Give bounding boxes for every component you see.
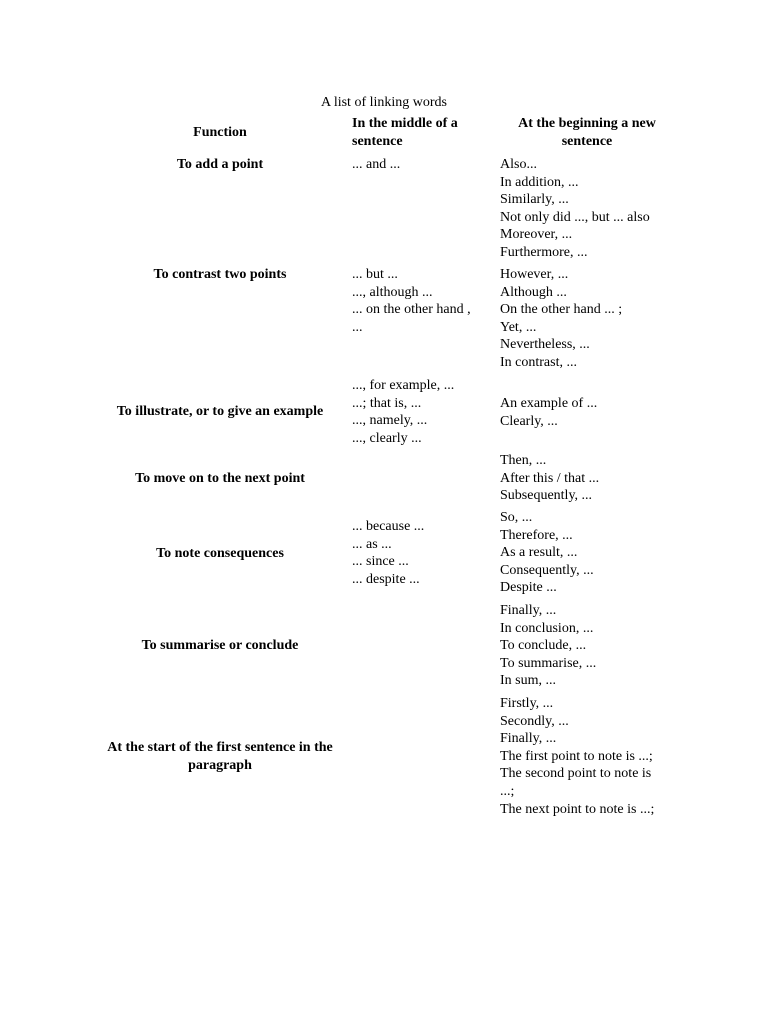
start-list-summarise xyxy=(500,602,680,690)
middle-item: ... as ... xyxy=(352,536,392,552)
start-item: The next point to note is ...; xyxy=(500,801,655,817)
function-consequences: To note consequences xyxy=(156,546,284,561)
start-item: In addition, ... xyxy=(500,174,579,190)
middle-item: ... since ... xyxy=(352,554,409,570)
middle-item: ..., although ... xyxy=(352,284,433,300)
start-item: Also... xyxy=(500,157,537,172)
start-item: The first point to note is ...; xyxy=(500,748,653,764)
header-beginning xyxy=(500,115,674,151)
start-list-paragraph-start xyxy=(500,695,680,818)
start-item: Firstly, ... xyxy=(500,696,554,711)
start-item: However, ... xyxy=(500,267,569,282)
start-item: Similarly, ... xyxy=(500,192,569,208)
middle-item: ..., namely, ... xyxy=(352,413,428,429)
start-item: In sum, ... xyxy=(500,673,556,689)
middle-list-contrast xyxy=(352,266,497,336)
start-item: Therefore, ... xyxy=(500,527,573,543)
start-item: Then, ... xyxy=(500,453,547,468)
header-middle xyxy=(352,115,492,151)
header-middle-line: In the middle of a xyxy=(352,116,458,131)
function-add-point: To add a point xyxy=(176,157,264,172)
start-item: Furthermore, ... xyxy=(500,244,588,260)
start-item: Consequently, ... xyxy=(500,562,594,578)
header-beginning-line: sentence xyxy=(561,134,613,149)
start-item: ...; xyxy=(500,783,515,799)
start-list-contrast xyxy=(500,266,680,372)
start-item: So, ... xyxy=(500,510,533,525)
header-middle-line: sentence xyxy=(352,134,403,149)
start-list-illustrate xyxy=(500,395,680,430)
start-item: Finally, ... xyxy=(500,731,557,747)
start-item: Not only did ..., but ... also xyxy=(500,209,650,225)
start-list-add-point xyxy=(500,156,680,262)
middle-item: ... because ... xyxy=(352,519,425,534)
function-paragraph-start xyxy=(80,739,360,775)
function-summarise: To summarise or conclude xyxy=(141,638,299,653)
start-item: Subsequently, ... xyxy=(500,488,593,504)
start-item: Despite ... xyxy=(500,580,557,596)
middle-item: ... xyxy=(352,319,363,335)
start-item: After this / that ... xyxy=(500,470,600,486)
function-contrast: To contrast two points xyxy=(153,267,287,282)
start-item: On the other hand ... ; xyxy=(500,302,623,318)
start-item: Moreover, ... xyxy=(500,227,573,243)
function-illustrate: To illustrate, or to give an example xyxy=(116,404,324,419)
start-list-move-on xyxy=(500,452,680,505)
page-title: A list of linking words xyxy=(320,95,447,110)
middle-item: ... despite ... xyxy=(352,571,420,587)
start-item: Finally, ... xyxy=(500,603,557,618)
middle-list-consequences xyxy=(352,518,497,588)
start-item: Although ... xyxy=(500,284,567,300)
start-item: To summarise, ... xyxy=(500,655,597,671)
middle-item: ..., clearly ... xyxy=(352,430,422,446)
middle-item: ..., for example, ... xyxy=(352,378,455,393)
header-function: Function xyxy=(193,125,247,140)
start-item: Yet, ... xyxy=(500,319,537,335)
function-move-on: To move on to the next point xyxy=(135,471,305,486)
middle-item: ... but ... xyxy=(352,267,398,282)
header-beginning-line: At the beginning a new xyxy=(518,116,656,131)
start-item: As a result, ... xyxy=(500,545,578,561)
start-list-consequences xyxy=(500,509,680,597)
start-item: Clearly, ... xyxy=(500,413,558,429)
middle-item: ... on the other hand , xyxy=(352,302,471,318)
start-item: An example of ... xyxy=(500,396,598,411)
function-line: paragraph xyxy=(188,758,252,773)
function-line: At the start of the first sentence in the xyxy=(107,740,333,755)
start-item: In conclusion, ... xyxy=(500,620,594,636)
start-item: The second point to note is xyxy=(500,766,652,782)
start-item: Secondly, ... xyxy=(500,713,569,729)
middle-item: ...; that is, ... xyxy=(352,395,422,411)
start-item: To conclude, ... xyxy=(500,638,587,654)
middle-list-illustrate xyxy=(352,377,497,447)
middle-list-add-point xyxy=(352,156,497,174)
middle-item: ... and ... xyxy=(352,157,401,172)
start-item: In contrast, ... xyxy=(500,354,577,370)
start-item: Nevertheless, ... xyxy=(500,337,590,353)
